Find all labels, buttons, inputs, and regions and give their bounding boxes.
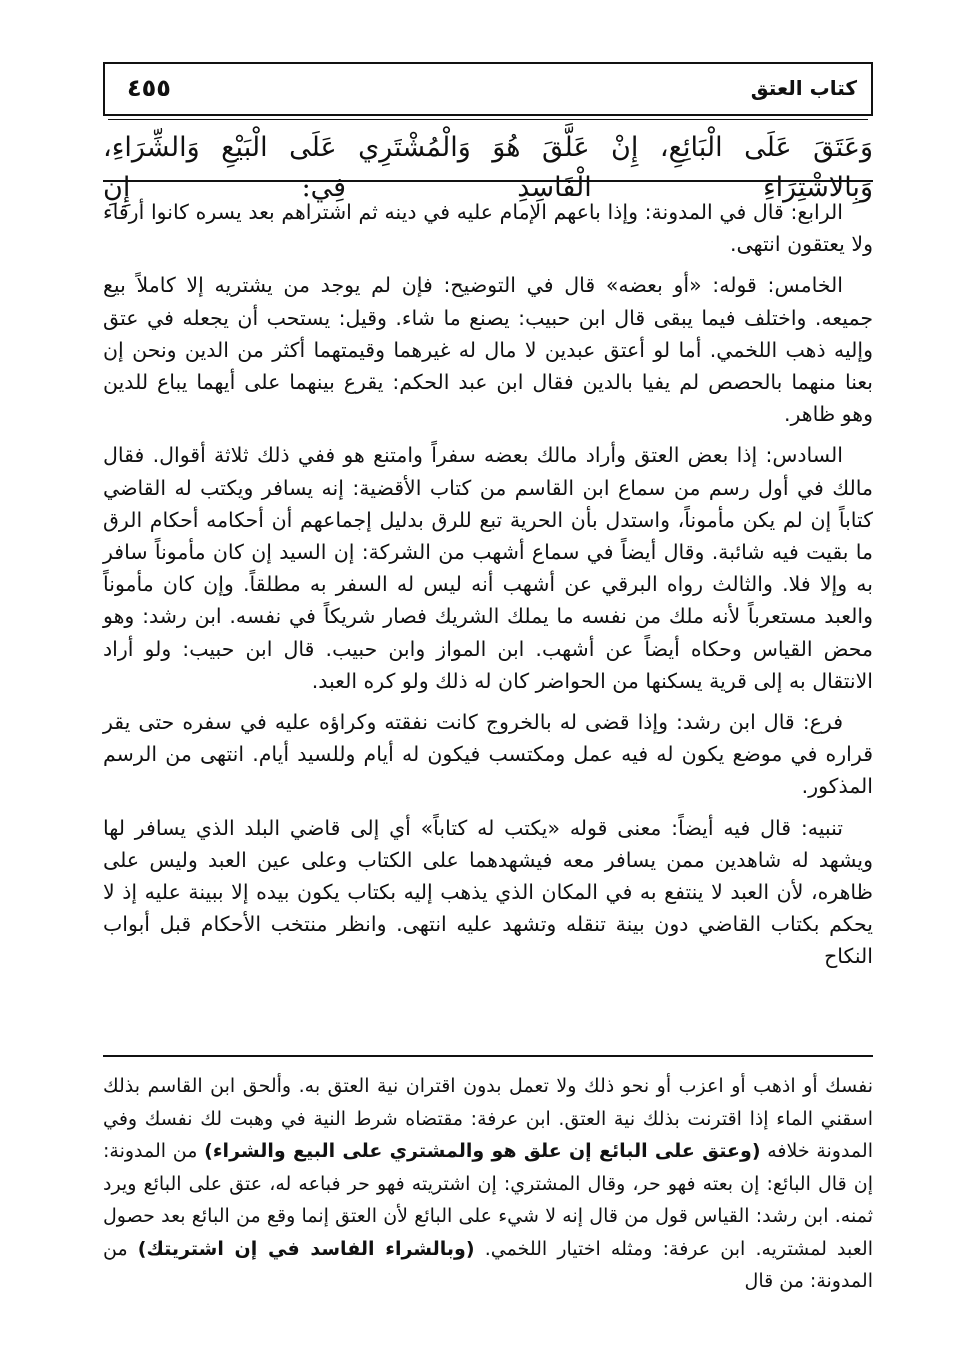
footnote-text-2: من المدونة: إن قال البائع: إن بعته فهو حر، وقال المشتري: إن اشتريته فهو حر فباعه له، عتق على البائع ويرد ثمنه. ابن رشد: القياس قول من قال إنه لا شيء على البائع لأن العتق إنما وقع من البائع بعد حصول العبد لمشتريه. ابن عرفة: ومثله اختيار اللخمي. xyxy=(103,1140,873,1260)
matn-divider xyxy=(103,180,873,182)
commentary-paragraph-sixth: السادس: إذا بعض العتق وأراد مالك بعضه سفراً وامتنع هو ففي ذلك ثلاثة أقوال. فقال مالك في أول رسم من سماع ابن القاسم من كتاب الأقضية: إنه يسافر ويكتب له القاضي كتاباً إن لم يكن مأموناً، واستدل بأن الحرية تبع للرق بدليل إجماعهم أن أحكامه أحكام الرق ما بقيت فيه شائبة. وقال أيضاً في سماع أشهب من الشركة: إن السيد إن كان مأموناً سافر به وإلا فلا. والثالث رواه البرقي عن أشهب أنه ليس له السفر به مطلقاً. وإن كان مأموناً والعبد مستعرباً لأنه ملك من نفسه ما يملك الشريك فصار شريكاً في نفسه. ابن رشد: وهو محض القياس وحكاه أيضاً عن أشهب. ابن المواز وابن حبيب. قال ابن حبيب: ولو أراد الانتقال به إلى قرية يسكنها من الحواضر كان له ذلك ولو كره العبد. xyxy=(103,443,873,693)
commentary-paragraph-fifth: الخامس: قوله: «أو بعضه» قال في التوضيح: فإن لم يوجد من يشتريه إلا كاملاً بيع جميعه. واختلف فيما يبقى قال ابن حبيب: يصنع ما شاء. وقيل: يستحب أن يجعله في عتق وإليه ذهب اللخمي. أما لو أعتق عبدين لا مال له غيرهما وقيمتهما أكثر من الدين ونحن إن بعنا منهما بالحصص لم يفيا بالدين فقال ابن عبد الحكم: يقرع بينهما على أيهما يباع للدين وهو ظاهر. xyxy=(103,273,873,427)
footnote-paragraph xyxy=(103,1070,873,1298)
book-title: كتاب العتق xyxy=(750,76,857,100)
footnote-divider xyxy=(103,1055,873,1057)
commentary-paragraph-fourth: الرابع: قال في المدونة: وإذا باعهم الإمام عليه في دينه ثم اشتراهم بعد يسره كانوا أرقاء ولا يعتقون انتهى. xyxy=(103,200,873,257)
commentary-paragraph-note: تنبيه: قال فيه أيضاً: معنى قوله «يكتب له كتاباً» أي إلى قاضي البلد الذي يسافر لها ويشهد له شاهدين ممن يسافر معه فيشهدهما على الكتاب وعلى عين العبد وليس على ظاهره، لأن العبد لا ينتفع به في المكان الذي يذهب إليه بكتاب يكون بيده إلا ببينة عليه إذ لا يحكم بكتاب القاضي دون بينة تنقله وتشهد عليه انتهى. وانظر منتخب الأحكام قبل أبواب النكاح xyxy=(103,815,873,969)
commentary-paragraph-branch: فرع: قال ابن رشد: وإذا قضى له بالخروج كانت نفقته وكراؤه عليه في سفره حتى يقر قراره في موضع يكون له فيه عمل ومكتسب فيكون له أيام وللسيد أيام. انتهى من الرسم المذكور. xyxy=(103,710,873,799)
footnotes xyxy=(103,1070,873,1298)
footnote-text-1: نفسك أو اذهب أو اعزب أو نحو ذلك ولا تعمل بدون اقتران نية العتق به. وألحق ابن القاسم بذلك اسقني الماء إذا اقترنت بذلك نية العتق. ابن عرفة: مقتضاه شرط النية في وهبت لك نفسك وفي المدونة خلافه xyxy=(103,1075,873,1162)
footnote-text-3: من المدونة: من قال xyxy=(103,1237,873,1292)
footnote-quote-2: (وبالشراء الفاسد في إن اشتريتك) xyxy=(137,1237,475,1260)
running-header xyxy=(103,62,873,116)
commentary xyxy=(103,196,873,982)
matn-text: وَعَتَقَ عَلَى الْبَائِعِ، إِنْ عَلَّقَ هُوَ وَالْمُشْتَرِي عَلَى الْبَيْعِ وَالشِّرَاءِ، وَبِالاشْتِرَاءِ الْفَاسِدِ فِي: إِنِ xyxy=(103,132,873,203)
page-number: ٤٥٥ xyxy=(127,74,171,102)
footnote-quote-1: (وعتق على البائع إن علق هو والمشتري على البيع والشراء) xyxy=(204,1140,761,1162)
